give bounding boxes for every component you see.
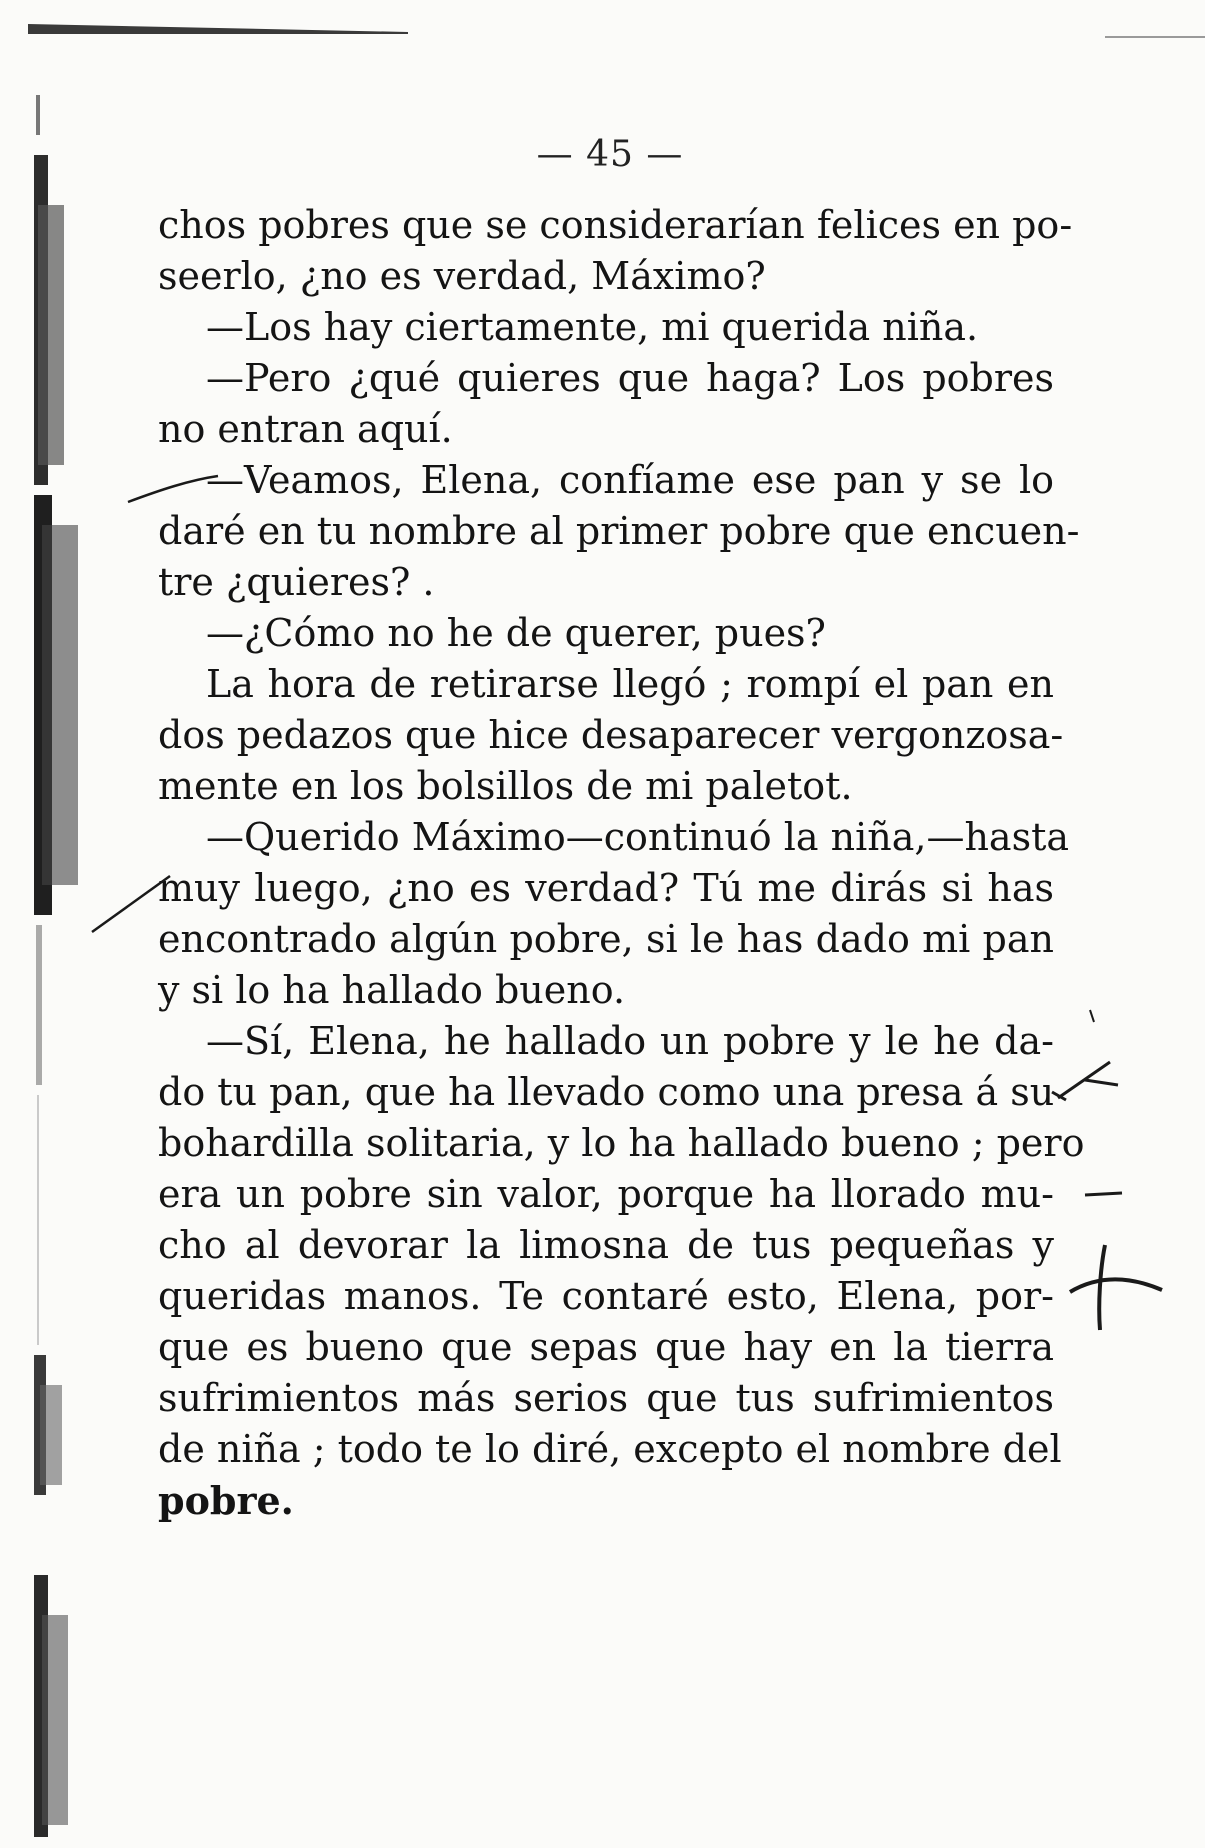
scan-top-edge-right bbox=[1105, 36, 1205, 38]
text-line: dos pedazos que hice desaparecer vergonzosa- bbox=[158, 713, 1064, 757]
margin-mark-slash-su bbox=[1052, 1062, 1118, 1100]
scan-top-edge bbox=[28, 22, 408, 36]
text-line: y si lo ha hallado bueno. bbox=[158, 968, 626, 1012]
text-line: bohardilla solitaria, y lo ha hallado bueno ; pero bbox=[158, 1121, 1085, 1165]
text-line: —¿Cómo no he de querer, pues? bbox=[206, 611, 826, 655]
text-line: seerlo, ¿no es verdad, Máximo? bbox=[158, 254, 766, 298]
text-line: muy luego, ¿no es verdad? Tú me dirás si has bbox=[158, 866, 1054, 910]
text-line: cho al devorar la limosna de tus pequeñas y bbox=[158, 1223, 1054, 1267]
body-text bbox=[158, 200, 1085, 1526]
text-line: La hora de retirarse llegó ; rompí el pan en bbox=[206, 662, 1054, 706]
text-line: mente en los bolsillos de mi paletot. bbox=[158, 764, 853, 808]
text-line: que es bueno que sepas que hay en la tierra bbox=[158, 1325, 1054, 1369]
margin-mark-tick bbox=[1090, 1010, 1094, 1022]
text-line: chos pobres que se considerarían felices en po- bbox=[158, 203, 1073, 247]
text-line: sufrimientos más serios que tus sufrimientos bbox=[158, 1376, 1054, 1420]
margin-mark-dash bbox=[1085, 1193, 1122, 1195]
text-line: queridas manos. Te contaré esto, Elena, por- bbox=[158, 1274, 1054, 1318]
text-line: tre ¿quieres? . bbox=[158, 560, 435, 604]
margin-mark-cross bbox=[1070, 1245, 1162, 1330]
text-line: —Los hay ciertamente, mi querida niña. bbox=[206, 305, 979, 349]
text-line: encontrado algún pobre, si le has dado mi pan bbox=[158, 917, 1054, 961]
text-line: pobre. bbox=[158, 1478, 294, 1523]
text-line: do tu pan, que ha llevado como una presa á su bbox=[158, 1070, 1055, 1114]
text-line: —Sí, Elena, he hallado un pobre y le he da- bbox=[206, 1019, 1054, 1063]
text-line: no entran aquí. bbox=[158, 407, 453, 451]
page-number: — 45 — bbox=[536, 134, 684, 175]
text-line: daré en tu nombre al primer pobre que encuen- bbox=[158, 509, 1080, 553]
scan-binding-shadow bbox=[28, 95, 88, 1845]
text-line: de niña ; todo te lo diré, excepto el nombre del bbox=[158, 1427, 1062, 1471]
text-line: —Querido Máximo—continuó la niña,—hasta bbox=[206, 815, 1070, 859]
text-line: —Pero ¿qué quieres que haga? Los pobres bbox=[206, 356, 1054, 400]
text-line: —Veamos, Elena, confíame ese pan y se lo bbox=[206, 458, 1054, 502]
text-line: era un pobre sin valor, porque ha llorado mu- bbox=[158, 1172, 1054, 1216]
